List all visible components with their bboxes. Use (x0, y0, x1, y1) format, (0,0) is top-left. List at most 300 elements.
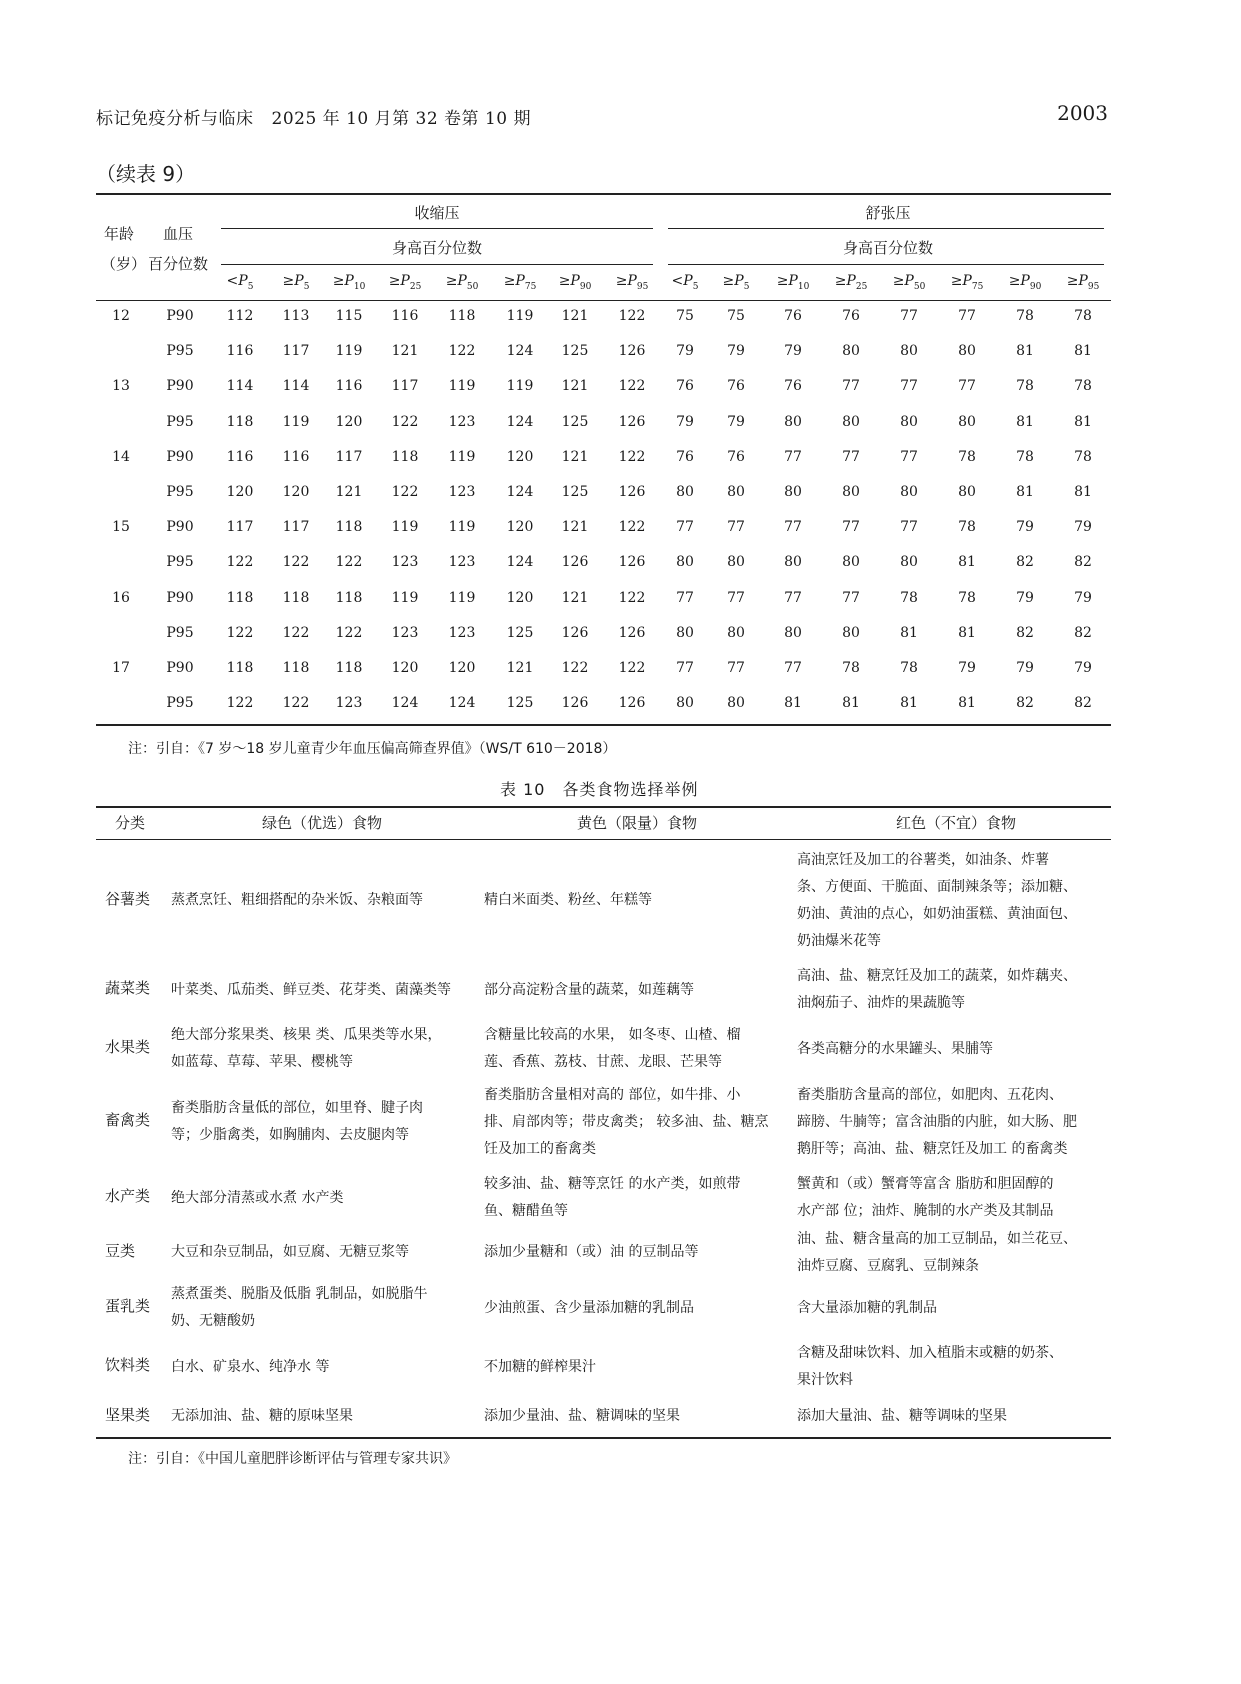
systolic-height-pct-header: 身高百分位数 (391, 239, 483, 257)
percentile-subscript: 25 (855, 281, 868, 292)
diastolic-value-cell: 80 (900, 554, 918, 570)
diastolic-value-cell: 77 (727, 660, 745, 676)
diastolic-value-cell: 80 (958, 414, 976, 430)
cell-line: 如蓝莓、草莓、苹果、樱桃等 (171, 1054, 353, 1070)
cell-line: 少油煎蛋、含少量添加糖的乳制品 (484, 1300, 694, 1316)
systolic-value-cell: 116 (282, 449, 310, 465)
systolic-value-cell: 120 (506, 590, 534, 606)
percentile-letter: P (962, 273, 972, 289)
table10-header-yellow: 黄色（限量）食物 (576, 814, 698, 832)
systolic-value-cell: 125 (561, 343, 589, 359)
systolic-value-cell: 122 (618, 660, 646, 676)
systolic-value-cell: 119 (448, 449, 476, 465)
cell-line: 排、肩部肉等；带皮禽类； 较多油、盐、糖烹 (484, 1114, 769, 1130)
diastolic-value-cell: 79 (1074, 590, 1092, 606)
green-food-cell (171, 1095, 471, 1149)
bp-percentile-cell: P95 (166, 484, 194, 500)
diastolic-group-rule (668, 228, 1104, 229)
percentile-operator: < (226, 273, 239, 289)
col-bp-sub: 百分位数 (148, 255, 209, 273)
systolic-value-cell: 121 (561, 308, 589, 324)
systolic-value-cell: 124 (391, 695, 419, 711)
percentile-letter: P (734, 273, 744, 289)
percentile-subscript: 5 (247, 281, 254, 292)
diastolic-value-cell: 77 (676, 590, 694, 606)
systolic-value-cell: 120 (506, 519, 534, 535)
systolic-value-cell: 123 (448, 625, 476, 641)
diastolic-value-cell: 80 (842, 343, 860, 359)
percentile-operator: ≥ (615, 273, 628, 289)
cell-line: 大豆和杂豆制品，如豆腐、无糖豆浆等 (171, 1244, 409, 1260)
systolic-value-cell: 122 (618, 378, 646, 394)
systolic-value-cell: 122 (282, 554, 310, 570)
col-age-label: 年龄 (104, 225, 135, 243)
diastolic-value-cell: 77 (784, 449, 802, 465)
systolic-value-cell: 116 (391, 308, 419, 324)
diastolic-value-cell: 79 (958, 660, 976, 676)
diastolic-value-cell: 81 (1074, 484, 1092, 500)
percentile-operator: ≥ (332, 273, 345, 289)
percentile-letter: P (570, 273, 580, 289)
cell-line: 添加大量油、盐、糖等调味的坚果 (797, 1408, 1007, 1424)
diastolic-value-cell: 80 (676, 554, 694, 570)
percentile-operator: ≥ (503, 273, 516, 289)
cell-line: 叶菜类、瓜茄类、鲜豆类、花芽类、菌藻类等 (171, 982, 451, 998)
percentile-subscript: 50 (466, 281, 479, 292)
green-food-cell (171, 1022, 471, 1076)
systolic-percentile-header (283, 273, 310, 292)
diastolic-value-cell: 82 (1016, 695, 1034, 711)
diastolic-value-cell: 80 (676, 484, 694, 500)
systolic-value-cell: 116 (335, 378, 363, 394)
diastolic-value-cell: 78 (1074, 378, 1092, 394)
yellow-food-cell (484, 887, 784, 914)
green-food-cell (171, 887, 471, 914)
systolic-value-cell: 126 (618, 343, 646, 359)
cell-line: 高油烹饪及加工的谷薯类，如油条、炸薯 (797, 852, 1049, 868)
systolic-value-cell: 118 (282, 660, 310, 676)
diastolic-value-cell: 78 (900, 590, 918, 606)
cell-line: 鹅肝等；高油、盐、糖烹饪及加工 的畜禽类 (797, 1141, 1068, 1157)
systolic-value-cell: 125 (561, 414, 589, 430)
percentile-letter: P (515, 273, 525, 289)
diastolic-value-cell: 77 (842, 449, 860, 465)
diastolic-header: 舒张压 (865, 204, 911, 222)
running-header (96, 104, 531, 129)
systolic-value-cell: 123 (448, 414, 476, 430)
diastolic-value-cell: 80 (727, 554, 745, 570)
percentile-letter: P (627, 273, 637, 289)
diastolic-value-cell: 79 (784, 343, 802, 359)
diastolic-value-cell: 77 (842, 519, 860, 535)
diastolic-value-cell: 81 (784, 695, 802, 711)
percentile-operator: ≥ (776, 273, 789, 289)
diastolic-value-cell: 80 (958, 484, 976, 500)
diastolic-value-cell: 79 (1074, 519, 1092, 535)
red-food-cell (797, 1226, 1097, 1280)
systolic-value-cell: 120 (282, 484, 310, 500)
diastolic-value-cell: 76 (727, 378, 745, 394)
diastolic-value-cell: 80 (784, 414, 802, 430)
percentile-subscript: 10 (353, 281, 366, 292)
systolic-value-cell: 122 (282, 625, 310, 641)
systolic-value-cell: 121 (561, 378, 589, 394)
systolic-value-cell: 125 (506, 695, 534, 711)
cell-line: 条、方便面、干脆面、面制辣条等；添加糖、 (797, 879, 1077, 895)
bp-percentile-cell: P95 (166, 554, 194, 570)
cell-line: 奶油爆米花等 (797, 933, 881, 949)
systolic-value-cell: 120 (448, 660, 476, 676)
percentile-subscript: 90 (1029, 281, 1042, 292)
issue-info: 2025 年 10 月第 32 卷第 10 期 (271, 109, 531, 129)
diastolic-height-pct-header: 身高百分位数 (842, 239, 934, 257)
systolic-value-cell: 122 (561, 660, 589, 676)
diastolic-value-cell: 81 (958, 695, 976, 711)
diastolic-value-cell: 81 (1074, 343, 1092, 359)
systolic-value-cell: 123 (448, 554, 476, 570)
diastolic-value-cell: 81 (842, 695, 860, 711)
diastolic-value-cell: 81 (1016, 343, 1034, 359)
diastolic-value-cell: 77 (900, 308, 918, 324)
percentile-operator: ≥ (1066, 273, 1079, 289)
cell-line: 蒸煮烹饪、粗细搭配的杂米饭、杂粮面等 (171, 892, 423, 908)
cell-line: 油炸豆腐、豆腐乳、豆制辣条 (797, 1258, 979, 1274)
systolic-value-cell: 123 (391, 625, 419, 641)
diastolic-value-cell: 81 (900, 625, 918, 641)
cell-line: 饪及加工的畜禽类 (484, 1141, 596, 1157)
systolic-value-cell: 123 (391, 554, 419, 570)
diastolic-value-cell: 77 (842, 590, 860, 606)
food-category-cell: 畜禽类 (105, 1111, 151, 1129)
systolic-value-cell: 120 (506, 449, 534, 465)
diastolic-value-cell: 78 (1016, 378, 1034, 394)
systolic-value-cell: 119 (335, 343, 363, 359)
diastolic-value-cell: 80 (727, 625, 745, 641)
food-category-cell: 蔬菜类 (105, 979, 151, 997)
cell-line: 鱼、糖醋鱼等 (484, 1203, 568, 1219)
diastolic-value-cell: 78 (842, 660, 860, 676)
systolic-value-cell: 124 (506, 343, 534, 359)
systolic-group-rule (221, 228, 653, 229)
diastolic-percentile-header (777, 273, 810, 292)
age-cell: 15 (112, 519, 130, 535)
systolic-value-cell: 126 (561, 625, 589, 641)
cell-line: 油焖茄子、油炸的果蔬脆等 (797, 995, 965, 1011)
col-age-unit: （岁） (101, 255, 147, 273)
diastolic-value-cell: 80 (784, 625, 802, 641)
systolic-value-cell: 126 (618, 484, 646, 500)
systolic-value-cell: 122 (448, 343, 476, 359)
diastolic-value-cell: 77 (842, 378, 860, 394)
diastolic-height-rule (668, 264, 1104, 265)
percentile-letter: P (1020, 273, 1030, 289)
systolic-value-cell: 122 (335, 554, 363, 570)
diastolic-value-cell: 80 (842, 554, 860, 570)
red-food-cell (797, 963, 1097, 1017)
percentile-operator: ≥ (892, 273, 905, 289)
diastolic-value-cell: 77 (784, 590, 802, 606)
green-food-cell (171, 977, 471, 1004)
age-cell: 16 (112, 590, 130, 606)
systolic-value-cell: 119 (448, 590, 476, 606)
age-cell: 12 (112, 308, 130, 324)
percentile-operator: ≥ (558, 273, 571, 289)
diastolic-value-cell: 78 (900, 660, 918, 676)
cell-line: 添加少量糖和（或）油 的豆制品等 (484, 1244, 699, 1260)
systolic-header: 收缩压 (414, 204, 460, 222)
col-bp-label: 血压 (163, 225, 194, 243)
table9-header-rule (96, 300, 1111, 301)
systolic-value-cell: 122 (618, 308, 646, 324)
systolic-value-cell: 118 (335, 660, 363, 676)
diastolic-value-cell: 76 (784, 378, 802, 394)
diastolic-percentile-header (1067, 273, 1100, 292)
percentile-letter: P (1078, 273, 1088, 289)
systolic-value-cell: 125 (506, 625, 534, 641)
diastolic-value-cell: 77 (727, 519, 745, 535)
red-food-cell (797, 847, 1097, 955)
percentile-letter: P (344, 273, 354, 289)
percentile-letter: P (846, 273, 856, 289)
cell-line: 等；少脂禽类，如胸脯肉、去皮腿肉等 (171, 1127, 409, 1143)
page-number: 2003 (1057, 101, 1108, 125)
red-food-cell (797, 1403, 1097, 1430)
cell-line: 蹄膀、牛腩等；富含油脂的内脏，如大肠、肥 (797, 1114, 1077, 1130)
table10-header-rule (96, 839, 1111, 840)
diastolic-value-cell: 80 (676, 695, 694, 711)
percentile-subscript: 10 (797, 281, 810, 292)
systolic-value-cell: 119 (448, 378, 476, 394)
percentile-letter: P (683, 273, 693, 289)
cell-line: 蟹黄和（或）蟹膏等富含 脂肪和胆固醇的 (797, 1176, 1054, 1192)
diastolic-value-cell: 77 (900, 449, 918, 465)
systolic-value-cell: 121 (506, 660, 534, 676)
diastolic-value-cell: 76 (727, 449, 745, 465)
systolic-value-cell: 123 (448, 484, 476, 500)
diastolic-percentile-header (951, 273, 984, 292)
green-food-cell (171, 1239, 471, 1266)
cell-line: 水产部 位；油炸、腌制的水产类及其制品 (797, 1203, 1054, 1219)
table10-header-red: 红色（不宜）食物 (895, 814, 1017, 832)
systolic-value-cell: 126 (618, 695, 646, 711)
diastolic-value-cell: 80 (900, 343, 918, 359)
diastolic-value-cell: 79 (1016, 660, 1034, 676)
diastolic-value-cell: 77 (676, 660, 694, 676)
percentile-letter: P (400, 273, 410, 289)
systolic-value-cell: 120 (335, 414, 363, 430)
cell-line: 白水、矿泉水、纯净水 等 (171, 1359, 330, 1375)
diastolic-value-cell: 76 (842, 308, 860, 324)
red-food-cell (797, 1295, 1097, 1322)
systolic-value-cell: 117 (282, 519, 310, 535)
percentile-operator: ≥ (388, 273, 401, 289)
red-food-cell (797, 1082, 1097, 1163)
yellow-food-cell (484, 1082, 784, 1163)
diastolic-value-cell: 79 (676, 414, 694, 430)
percentile-letter: P (457, 273, 467, 289)
diastolic-value-cell: 79 (1016, 519, 1034, 535)
green-food-cell (171, 1185, 471, 1212)
percentile-operator: ≥ (834, 273, 847, 289)
diastolic-value-cell: 76 (784, 308, 802, 324)
percentile-letter: P (294, 273, 304, 289)
percentile-subscript: 5 (743, 281, 750, 292)
cell-line: 油、盐、糖含量高的加工豆制品，如兰花豆、 (797, 1231, 1077, 1247)
diastolic-value-cell: 80 (676, 625, 694, 641)
systolic-value-cell: 122 (618, 449, 646, 465)
diastolic-value-cell: 76 (676, 378, 694, 394)
table9-bottom-rule (96, 724, 1111, 726)
cell-line: 含大量添加糖的乳制品 (797, 1300, 937, 1316)
percentile-operator: < (671, 273, 684, 289)
percentile-operator: ≥ (282, 273, 295, 289)
systolic-value-cell: 121 (561, 590, 589, 606)
systolic-value-cell: 117 (391, 378, 419, 394)
cell-line: 畜类脂肪含量相对高的 部位，如牛排、小 (484, 1087, 741, 1103)
diastolic-value-cell: 78 (958, 519, 976, 535)
diastolic-value-cell: 81 (1074, 414, 1092, 430)
diastolic-value-cell: 78 (1016, 308, 1034, 324)
cell-line: 畜类脂肪含量高的部位，如肥肉、五花肉、 (797, 1087, 1063, 1103)
systolic-percentile-header (559, 273, 592, 292)
diastolic-value-cell: 81 (1016, 414, 1034, 430)
systolic-value-cell: 122 (226, 695, 254, 711)
systolic-value-cell: 120 (391, 660, 419, 676)
cell-line: 绝大部分清蒸或水煮 水产类 (171, 1190, 344, 1206)
diastolic-percentile-header (672, 273, 699, 292)
diastolic-percentile-header (893, 273, 926, 292)
food-category-cell: 蛋乳类 (105, 1297, 151, 1315)
systolic-value-cell: 118 (226, 660, 254, 676)
systolic-value-cell: 118 (335, 519, 363, 535)
cell-line: 较多油、盐、糖等烹饪 的水产类，如煎带 (484, 1176, 741, 1192)
systolic-value-cell: 119 (506, 378, 534, 394)
percentile-letter: P (904, 273, 914, 289)
diastolic-value-cell: 76 (676, 449, 694, 465)
diastolic-value-cell: 79 (727, 343, 745, 359)
diastolic-value-cell: 80 (784, 554, 802, 570)
bp-percentile-cell: P95 (166, 414, 194, 430)
diastolic-value-cell: 81 (1016, 484, 1034, 500)
red-food-cell (797, 1171, 1097, 1225)
cell-line: 部分高淀粉含量的蔬菜，如莲藕等 (484, 982, 694, 998)
food-category-cell: 谷薯类 (105, 890, 151, 908)
yellow-food-cell (484, 1403, 784, 1430)
systolic-percentile-header (333, 273, 366, 292)
systolic-height-rule (221, 264, 653, 265)
diastolic-percentile-header (723, 273, 750, 292)
systolic-percentile-header (616, 273, 649, 292)
systolic-value-cell: 118 (226, 590, 254, 606)
yellow-food-cell (484, 1239, 784, 1266)
systolic-value-cell: 126 (618, 554, 646, 570)
cell-line: 莲、香蕉、荔枝、甘蔗、龙眼、芒果等 (484, 1054, 722, 1070)
systolic-value-cell: 122 (282, 695, 310, 711)
cell-line: 奶油、黄油的点心，如奶油蛋糕、黄油面包、 (797, 906, 1077, 922)
systolic-value-cell: 126 (618, 625, 646, 641)
cell-line: 含糖量比较高的水果， 如冬枣、山楂、榴 (484, 1027, 741, 1043)
systolic-percentile-header (227, 273, 254, 292)
diastolic-value-cell: 80 (727, 695, 745, 711)
diastolic-value-cell: 82 (1074, 625, 1092, 641)
systolic-value-cell: 124 (506, 484, 534, 500)
systolic-value-cell: 115 (335, 308, 363, 324)
bp-percentile-cell: P95 (166, 343, 194, 359)
food-category-cell: 豆类 (105, 1242, 136, 1260)
bp-percentile-cell: P95 (166, 625, 194, 641)
table10-note: 注：引自：《中国儿童肥胖诊断评估与管理专家共识》 (128, 1451, 457, 1467)
systolic-value-cell: 122 (335, 625, 363, 641)
diastolic-value-cell: 82 (1016, 625, 1034, 641)
systolic-value-cell: 124 (506, 554, 534, 570)
percentile-subscript: 90 (579, 281, 592, 292)
systolic-value-cell: 122 (226, 554, 254, 570)
diastolic-value-cell: 77 (727, 590, 745, 606)
diastolic-value-cell: 79 (1074, 660, 1092, 676)
systolic-value-cell: 118 (391, 449, 419, 465)
systolic-value-cell: 125 (561, 484, 589, 500)
bp-percentile-cell: P90 (166, 519, 194, 535)
percentile-subscript: 95 (1087, 281, 1100, 292)
bp-percentile-cell: P90 (166, 660, 194, 676)
table10-header-category: 分类 (114, 814, 146, 832)
age-cell: 17 (112, 660, 130, 676)
systolic-value-cell: 116 (226, 343, 254, 359)
diastolic-value-cell: 82 (1074, 554, 1092, 570)
diastolic-value-cell: 75 (727, 308, 745, 324)
systolic-value-cell: 118 (226, 414, 254, 430)
systolic-value-cell: 122 (226, 625, 254, 641)
percentile-subscript: 5 (303, 281, 310, 292)
systolic-value-cell: 121 (561, 519, 589, 535)
diastolic-value-cell: 77 (958, 308, 976, 324)
green-food-cell (171, 1403, 471, 1430)
percentile-subscript: 50 (913, 281, 926, 292)
systolic-value-cell: 119 (282, 414, 310, 430)
systolic-value-cell: 122 (618, 519, 646, 535)
diastolic-percentile-header (1009, 273, 1042, 292)
table9-top-rule (96, 193, 1111, 195)
diastolic-value-cell: 77 (784, 660, 802, 676)
diastolic-value-cell: 80 (842, 625, 860, 641)
bp-percentile-cell: P95 (166, 695, 194, 711)
systolic-value-cell: 122 (391, 484, 419, 500)
diastolic-value-cell: 80 (958, 343, 976, 359)
cell-line: 高油、盐、糖烹饪及加工的蔬菜，如炸藕夹、 (797, 968, 1077, 984)
table10-top-rule (96, 806, 1111, 808)
diastolic-value-cell: 78 (958, 449, 976, 465)
diastolic-value-cell: 75 (676, 308, 694, 324)
diastolic-value-cell: 77 (958, 378, 976, 394)
bp-percentile-cell: P90 (166, 308, 194, 324)
diastolic-value-cell: 82 (1074, 695, 1092, 711)
systolic-value-cell: 117 (226, 519, 254, 535)
percentile-operator: ≥ (1008, 273, 1021, 289)
cell-line: 含糖及甜味饮料、加入植脂末或糖的奶茶、 (797, 1345, 1063, 1361)
table10-title: 表 10 各类食物选择举例 (500, 780, 699, 799)
yellow-food-cell (484, 1171, 784, 1225)
yellow-food-cell (484, 1022, 784, 1076)
table10-header-green: 绿色（优选）食物 (261, 814, 383, 832)
systolic-value-cell: 118 (448, 308, 476, 324)
diastolic-value-cell: 80 (842, 414, 860, 430)
systolic-value-cell: 118 (282, 590, 310, 606)
diastolic-value-cell: 77 (900, 378, 918, 394)
yellow-food-cell (484, 1295, 784, 1322)
systolic-value-cell: 113 (282, 308, 310, 324)
systolic-value-cell: 118 (335, 590, 363, 606)
systolic-value-cell: 119 (448, 519, 476, 535)
